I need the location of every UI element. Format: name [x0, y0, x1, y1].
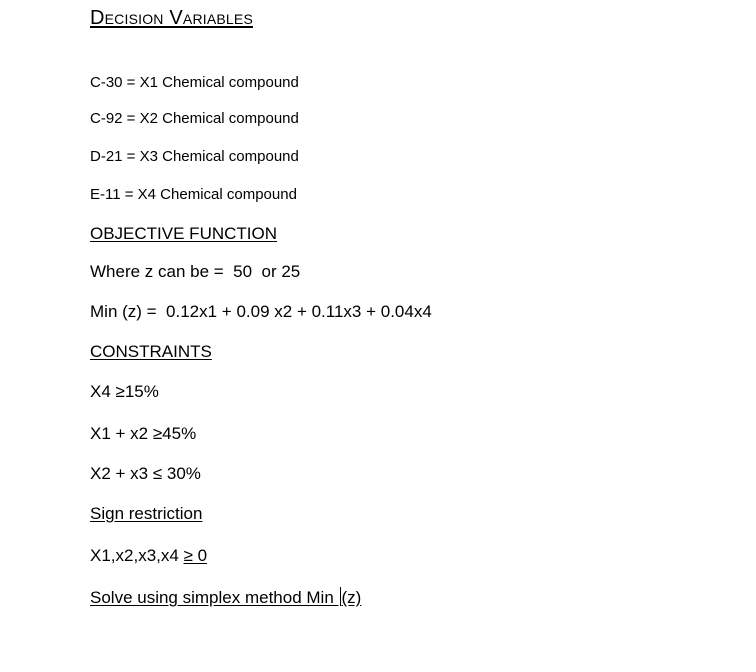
sign-restriction-heading: Sign restriction — [90, 504, 203, 523]
decision-variables-heading: Decision Variables — [90, 7, 253, 29]
variable-line-x2: C-92 = X2 Chemical compound — [90, 110, 299, 127]
sign-restriction-variables: X1,x2,x3,x4 — [90, 546, 184, 565]
constraint-x1-x2: X1 + x2 ≥45% — [90, 424, 197, 443]
constraints-heading: CONSTRAINTS — [90, 342, 212, 361]
sign-restriction-bound: ≥ 0 — [183, 546, 208, 565]
instruction-target: (z) — [341, 588, 362, 607]
variable-line-x1: C-30 = X1 Chemical compound — [90, 74, 299, 91]
variable-line-x4: E-11 = X4 Chemical compound — [90, 186, 297, 203]
constraint-x4: X4 ≥15% — [90, 382, 159, 401]
sign-restriction-line — [90, 547, 207, 564]
text-cursor — [340, 587, 341, 606]
z-values-line: Where z can be = 50 or 25 — [90, 262, 301, 281]
variable-line-x3: D-21 = X3 Chemical compound — [90, 148, 299, 165]
instruction-line[interactable] — [90, 587, 361, 606]
constraint-x2-x3: X2 + x3 ≤ 30% — [90, 464, 201, 483]
objective-function-heading: OBJECTIVE FUNCTION — [90, 224, 278, 243]
instruction-text: Solve using simplex method Min — [90, 588, 339, 607]
objective-function-line: Min (z) = 0.12x1 + 0.09 x2 + 0.11x3 + 0.04x4 — [90, 302, 432, 321]
